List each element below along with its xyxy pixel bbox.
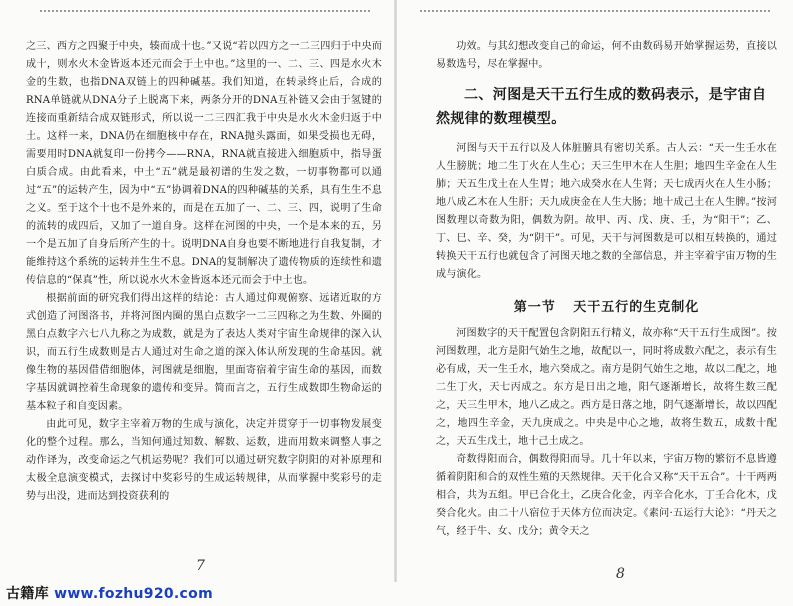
watermark-site-name: 古籍库: [6, 586, 49, 602]
section-label: 第一节: [513, 300, 556, 315]
left-paragraph-2: 根据前面的研究我们得出这样的结论：古人通过仰观俯察、远诸近取的方式创造了河图洛书，并将河图内圈的黑白点数字一二三四称之为生数、外圈的黑白点数字六七八九称之为成数，就是为了表达人类对宇宙生命规律的深入认识，而五行生成数则是古人通过对生命之道的深入体认所发现的生命基因。就像生物的基因借借细胞体，河图就是细胞，里面寄宿着宇宙生命的基因，而数字基因就调控着生命现象的遗传和变异。简而言之，五行生成数即生物命运的基本粒子和自变因素。: [26, 293, 382, 412]
right-page-number: 8: [616, 566, 625, 582]
left-page-number: 7: [196, 558, 205, 574]
right-page: [396, 0, 793, 606]
section-title: [436, 296, 777, 315]
left-page: [0, 0, 396, 606]
right-paragraph-3: 奇数得阳而合，偶数得阳而导。几十年以来，宇宙万物的繁衍不息皆遵循着阴阳和合的双性生殖的天然规律。天干化合又称“天干五合”。十干两两相合，共为五组。甲已合化土，乙庚合化金，丙辛合化水，丁壬合化木，戊癸合化火。由二十八宿位于天体方位而决定。《素问·五运行大论》：“丹天之气，经于牛、女、戊分；黄令天之: [436, 454, 777, 537]
left-paragraph-3: 由此可见，数字主宰着万物的生成与演化，决定并贯穿于一切事物发展变化的整个过程。那么，当知何通过知数、解数、运数，进而用数来调整人事之动作译为，改变命运之气机运势呢？我们可以通过研究数字阴阳的对补原理和太极全息演变模式，去探讨中奖彩号的生成运转规律，从而掌握中奖彩号的走势与出没，进而达到投资获利的: [26, 419, 382, 502]
site-watermark: [6, 583, 213, 603]
left-paragraph-1: 之三、西方之四聚于中央，辏而成十也。”又说“若以四方之一二三四归于中央而成十，则水火木金皆返本还元而会于土中也。”这里的一、二、三、四是水火木金的生数，也指DNA双链上的四种碱基。我们知道，在转录终止后，合成的RNA单链就从DNA分子上脱离下来，两条分开的DNA互补链又会由于氢键的连接而重新结合成双链形式，所以说一二三四汇我于中央是水火木金归返于中土。这样一来，DNA仍在细胞核中存在，RNA抛头露面，如果受损也无碍，需要用时DNA就复印一份拷今——RNA，RNA就直接进入细胞质中，指导蛋白质合成。由此看来，中土“五”就是最初谱的生发之数，一切事物都可以通过“五”的运转产生，因为中“五”协调着DNA的四种碱基的关系，具有生生不息之义。至于这个十也不是外来的，而是在五加了一、二、三、四，说明了生命的流转的成四后，又加了一道自身。这样在河图的中央，一个是本来的五，另一个是五加了自身后所产生的十。说明DNA自身也要不断地进行自我复制，才能维持这个系统的运转并生生不息。DNA的复制解决了遗传物质的连续性和遗传信息的“保真”性，所以说水火木金皆返本还元而会于中土也。: [26, 41, 382, 286]
watermark-url[interactable]: www.fozhu920.com: [54, 586, 213, 602]
footer-strip: [0, 582, 793, 606]
section-name: 天干五行的生克制化: [573, 300, 700, 315]
chapter-heading: 二、河图是天干五行生成的数码表示，是宇宙自然规律的数理模型。: [436, 87, 767, 127]
right-paragraph-1: 河图与天干五行以及人体脏腑具有密切关系。古人云：“天一生壬水在人生膀胱；地二生丁火在人生心；天三生甲木在人生胆；地四生辛金在人生肺；天五生戊土在人生胃；地六成癸水在人生肾；天七成丙火在人生小肠；地八成乙木在人生肝；天九成庚金在人生大肠；地十成己土在人生脾。”按河图数理以奇数为阳，偶数为阴。故甲、丙、戊、庚、壬，为“阳干”；乙、丁、巳、辛、癸，为“阴干”。可见，天干与河图数是可以相互转换的，通过转换天干五行也就包含了河图天地之数的全部信息，并主宰着宇宙万物的生成与演化。: [436, 143, 777, 280]
right-intro-paragraph: 功效。与其幻想改变自己的命运，何不由数码易开始掌握运势，直接以易数选号，尽在掌握中。: [436, 41, 777, 70]
right-paragraph-2: 河图数字的天干配置包含阴阳五行精义，故亦称“天干五行生成图”。按河图数理，北方是阳气始生之地，故配以一，同时将成数六配之，表示有生必有成，天一生壬水，地六癸成之。南方是阴气始生之地，故以二配之，地二生丁火，天七丙成之。东方是日出之地，阳气逐渐增长，故将生数三配之，天三生甲木，地八乙成之。西方是日落之地，阴气逐渐增长，故以四配之，地四生辛金，天九庚成之。中央是中心之地，故将生数五，成数十配之，天五生戊土，地十己土成之。: [436, 328, 777, 447]
